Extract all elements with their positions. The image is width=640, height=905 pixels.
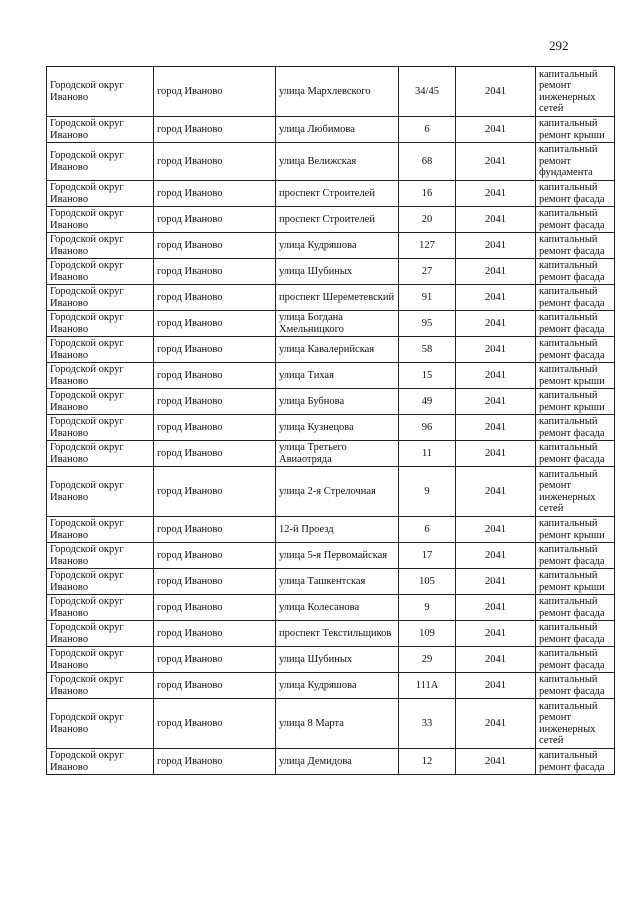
table-row: [47, 143, 615, 181]
city-cell: город Иваново: [154, 621, 276, 647]
work-type-cell: капитальный ремонт фасада: [536, 207, 615, 233]
house-number-cell: 27: [399, 259, 456, 285]
street-cell: улица Тихая: [276, 363, 399, 389]
house-number-cell: 96: [399, 415, 456, 441]
street-cell: улица Велижская: [276, 143, 399, 181]
table-row: [47, 311, 615, 337]
work-type-cell: капитальный ремонт инженерных сетей: [536, 67, 615, 117]
table-body: [47, 67, 615, 775]
city-cell: город Иваново: [154, 673, 276, 699]
year-cell: 2041: [456, 749, 536, 775]
year-cell: 2041: [456, 207, 536, 233]
city-cell: город Иваново: [154, 207, 276, 233]
street-cell: улица Кудряшова: [276, 233, 399, 259]
city-cell: город Иваново: [154, 117, 276, 143]
year-cell: 2041: [456, 389, 536, 415]
district-cell: Городской округ Иваново: [47, 311, 154, 337]
house-number-cell: 105: [399, 569, 456, 595]
district-cell: Городской округ Иваново: [47, 207, 154, 233]
city-cell: город Иваново: [154, 363, 276, 389]
city-cell: город Иваново: [154, 389, 276, 415]
city-cell: город Иваново: [154, 233, 276, 259]
city-cell: город Иваново: [154, 699, 276, 749]
house-number-cell: 58: [399, 337, 456, 363]
table-row: [47, 595, 615, 621]
table-row: [47, 207, 615, 233]
house-number-cell: 15: [399, 363, 456, 389]
year-cell: 2041: [456, 441, 536, 467]
house-number-cell: 29: [399, 647, 456, 673]
year-cell: 2041: [456, 143, 536, 181]
work-type-cell: капитальный ремонт фасада: [536, 441, 615, 467]
house-number-cell: 68: [399, 143, 456, 181]
table-row: [47, 569, 615, 595]
city-cell: город Иваново: [154, 569, 276, 595]
street-cell: проспект Текстильщиков: [276, 621, 399, 647]
street-cell: улица Шубиных: [276, 259, 399, 285]
table-row: [47, 285, 615, 311]
street-cell: улица Ташкентская: [276, 569, 399, 595]
work-type-cell: капитальный ремонт фасада: [536, 233, 615, 259]
district-cell: Городской округ Иваново: [47, 181, 154, 207]
house-number-cell: 12: [399, 749, 456, 775]
year-cell: 2041: [456, 181, 536, 207]
work-type-cell: капитальный ремонт фасада: [536, 621, 615, 647]
house-number-cell: 33: [399, 699, 456, 749]
year-cell: 2041: [456, 699, 536, 749]
district-cell: Городской округ Иваново: [47, 389, 154, 415]
work-type-cell: капитальный ремонт фасада: [536, 415, 615, 441]
street-cell: проспект Строителей: [276, 207, 399, 233]
house-number-cell: 6: [399, 517, 456, 543]
work-type-cell: капитальный ремонт инженерных сетей: [536, 467, 615, 517]
year-cell: 2041: [456, 543, 536, 569]
table-row: [47, 517, 615, 543]
year-cell: 2041: [456, 117, 536, 143]
work-type-cell: капитальный ремонт фасада: [536, 311, 615, 337]
city-cell: город Иваново: [154, 441, 276, 467]
work-type-cell: капитальный ремонт фундамента: [536, 143, 615, 181]
district-cell: Городской округ Иваново: [47, 143, 154, 181]
district-cell: Городской округ Иваново: [47, 67, 154, 117]
year-cell: 2041: [456, 467, 536, 517]
street-cell: улица 2-я Стрелочная: [276, 467, 399, 517]
year-cell: 2041: [456, 621, 536, 647]
table-row: [47, 543, 615, 569]
table-row: [47, 233, 615, 259]
house-number-cell: 49: [399, 389, 456, 415]
work-type-cell: капитальный ремонт фасада: [536, 181, 615, 207]
year-cell: 2041: [456, 673, 536, 699]
city-cell: город Иваново: [154, 543, 276, 569]
house-number-cell: 34/45: [399, 67, 456, 117]
work-type-cell: капитальный ремонт фасада: [536, 543, 615, 569]
street-cell: улица Кузнецова: [276, 415, 399, 441]
district-cell: Городской округ Иваново: [47, 595, 154, 621]
house-number-cell: 111А: [399, 673, 456, 699]
district-cell: Городской округ Иваново: [47, 441, 154, 467]
work-type-cell: капитальный ремонт инженерных сетей: [536, 699, 615, 749]
page-number: 292: [549, 38, 569, 53]
year-cell: 2041: [456, 259, 536, 285]
district-cell: Городской округ Иваново: [47, 569, 154, 595]
work-type-cell: капитальный ремонт фасада: [536, 337, 615, 363]
street-cell: проспект Строителей: [276, 181, 399, 207]
table-row: [47, 467, 615, 517]
street-cell: улица Кудряшова: [276, 673, 399, 699]
street-cell: улица Любимова: [276, 117, 399, 143]
district-cell: Городской округ Иваново: [47, 749, 154, 775]
city-cell: город Иваново: [154, 647, 276, 673]
table-row: [47, 363, 615, 389]
district-cell: Городской округ Иваново: [47, 543, 154, 569]
work-type-cell: капитальный ремонт фасада: [536, 285, 615, 311]
house-number-cell: 9: [399, 467, 456, 517]
city-cell: город Иваново: [154, 143, 276, 181]
year-cell: 2041: [456, 415, 536, 441]
street-cell: улица Третьего Авиаотряда: [276, 441, 399, 467]
city-cell: город Иваново: [154, 467, 276, 517]
table-row: [47, 647, 615, 673]
table-row: [47, 621, 615, 647]
work-type-cell: капитальный ремонт фасада: [536, 749, 615, 775]
district-cell: Городской округ Иваново: [47, 647, 154, 673]
district-cell: Городской округ Иваново: [47, 415, 154, 441]
year-cell: 2041: [456, 67, 536, 117]
city-cell: город Иваново: [154, 311, 276, 337]
street-cell: улица 8 Марта: [276, 699, 399, 749]
table-row: [47, 259, 615, 285]
district-cell: Городской округ Иваново: [47, 517, 154, 543]
year-cell: 2041: [456, 363, 536, 389]
table-row: [47, 389, 615, 415]
district-cell: Городской округ Иваново: [47, 337, 154, 363]
district-cell: Городской округ Иваново: [47, 699, 154, 749]
table-row: [47, 699, 615, 749]
street-cell: улица 5-я Первомайская: [276, 543, 399, 569]
table-row: [47, 117, 615, 143]
street-cell: улица Богдана Хмельницкого: [276, 311, 399, 337]
house-number-cell: 127: [399, 233, 456, 259]
street-cell: улица Колесанова: [276, 595, 399, 621]
table-row: [47, 441, 615, 467]
work-type-cell: капитальный ремонт фасада: [536, 647, 615, 673]
district-cell: Городской округ Иваново: [47, 259, 154, 285]
work-type-cell: капитальный ремонт крыши: [536, 517, 615, 543]
table-row: [47, 67, 615, 117]
street-cell: проспект Шереметевский: [276, 285, 399, 311]
work-type-cell: капитальный ремонт крыши: [536, 363, 615, 389]
district-cell: Городской округ Иваново: [47, 673, 154, 699]
work-type-cell: капитальный ремонт крыши: [536, 117, 615, 143]
street-cell: улица Шубиных: [276, 647, 399, 673]
work-type-cell: капитальный ремонт крыши: [536, 389, 615, 415]
city-cell: город Иваново: [154, 67, 276, 117]
street-cell: улица Кавалерийская: [276, 337, 399, 363]
work-type-cell: капитальный ремонт фасада: [536, 595, 615, 621]
house-number-cell: 17: [399, 543, 456, 569]
house-number-cell: 6: [399, 117, 456, 143]
work-type-cell: капитальный ремонт крыши: [536, 569, 615, 595]
street-cell: улица Демидова: [276, 749, 399, 775]
house-number-cell: 20: [399, 207, 456, 233]
work-type-cell: капитальный ремонт фасада: [536, 259, 615, 285]
table-row: [47, 337, 615, 363]
district-cell: Городской округ Иваново: [47, 233, 154, 259]
house-number-cell: 9: [399, 595, 456, 621]
city-cell: город Иваново: [154, 595, 276, 621]
city-cell: город Иваново: [154, 337, 276, 363]
city-cell: город Иваново: [154, 415, 276, 441]
table-row: [47, 749, 615, 775]
street-cell: 12-й Проезд: [276, 517, 399, 543]
city-cell: город Иваново: [154, 259, 276, 285]
year-cell: 2041: [456, 337, 536, 363]
street-cell: улица Бубнова: [276, 389, 399, 415]
district-cell: Городской округ Иваново: [47, 285, 154, 311]
house-number-cell: 109: [399, 621, 456, 647]
year-cell: 2041: [456, 517, 536, 543]
table-row: [47, 673, 615, 699]
table-row: [47, 181, 615, 207]
year-cell: 2041: [456, 595, 536, 621]
year-cell: 2041: [456, 569, 536, 595]
district-cell: Городской округ Иваново: [47, 363, 154, 389]
street-cell: улица Мархлевского: [276, 67, 399, 117]
district-cell: Городской округ Иваново: [47, 117, 154, 143]
house-number-cell: 95: [399, 311, 456, 337]
city-cell: город Иваново: [154, 285, 276, 311]
work-type-cell: капитальный ремонт фасада: [536, 673, 615, 699]
year-cell: 2041: [456, 647, 536, 673]
city-cell: город Иваново: [154, 517, 276, 543]
year-cell: 2041: [456, 285, 536, 311]
house-number-cell: 11: [399, 441, 456, 467]
city-cell: город Иваново: [154, 749, 276, 775]
district-cell: Городской округ Иваново: [47, 621, 154, 647]
city-cell: город Иваново: [154, 181, 276, 207]
house-number-cell: 16: [399, 181, 456, 207]
house-number-cell: 91: [399, 285, 456, 311]
year-cell: 2041: [456, 311, 536, 337]
repair-schedule-table: [46, 66, 615, 775]
year-cell: 2041: [456, 233, 536, 259]
table-row: [47, 415, 615, 441]
district-cell: Городской округ Иваново: [47, 467, 154, 517]
